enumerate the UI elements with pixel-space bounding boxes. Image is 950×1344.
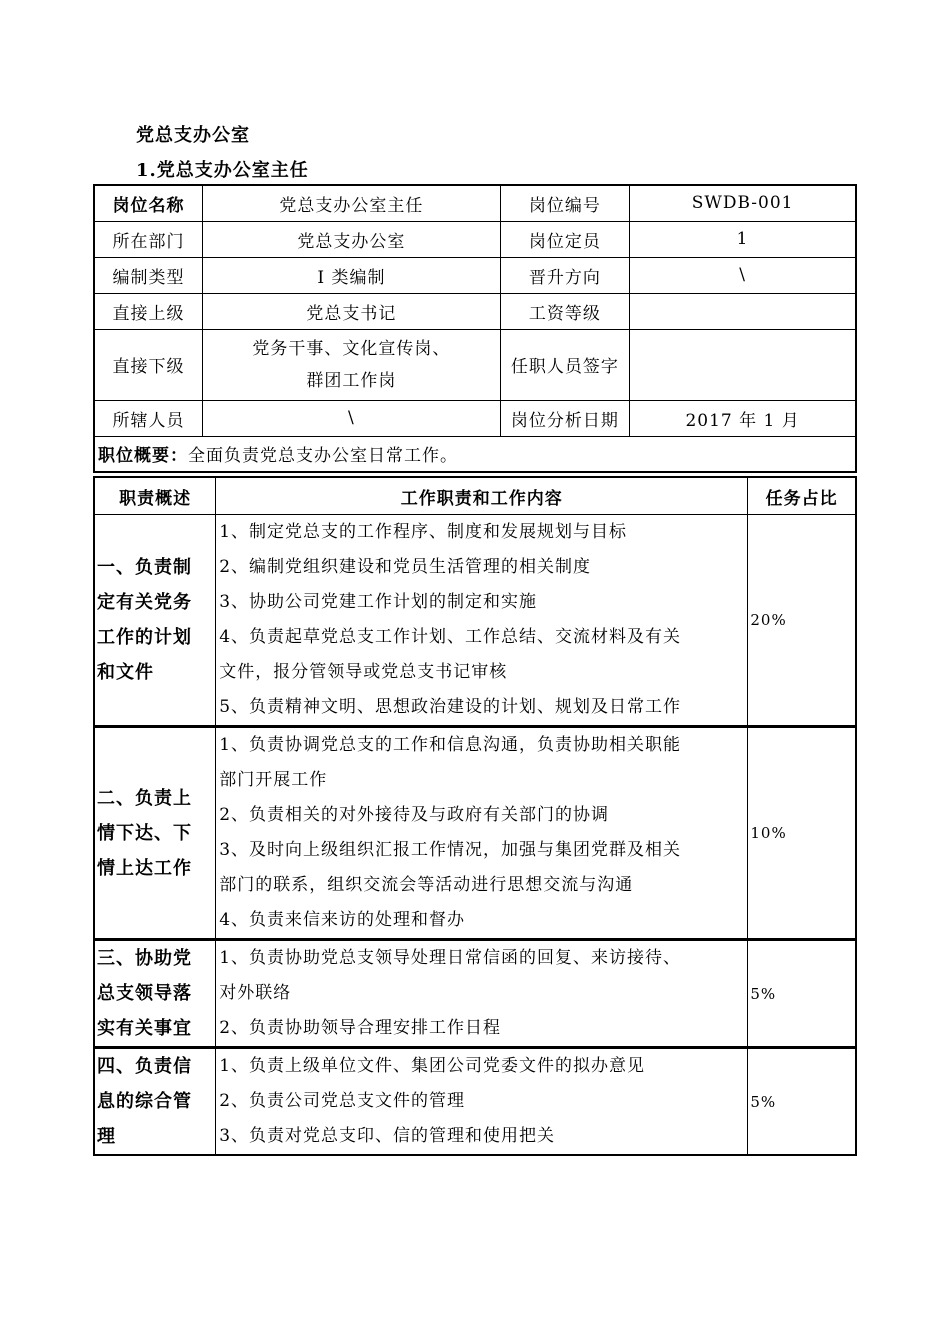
info-label: 岗位定员	[500, 221, 630, 257]
info-row	[94, 257, 856, 293]
duties-table	[93, 476, 857, 1156]
info-value-line: 党务干事、文化宣传岗、	[252, 338, 451, 359]
duty-percent: 5%	[748, 1048, 856, 1156]
info-label: 岗位分析日期	[500, 400, 630, 436]
header-percent: 任务占比	[748, 477, 856, 515]
info-value: 党总支书记	[203, 293, 501, 329]
header-content: 工作职责和工作内容	[216, 477, 748, 515]
category-line: 四、负责信	[97, 1056, 192, 1077]
duty-item: 部门开展工作	[219, 770, 328, 790]
info-value-line: 群团工作岗	[306, 370, 397, 391]
info-value	[630, 293, 856, 329]
info-value: 1	[630, 221, 856, 257]
category-line: 和文件	[97, 662, 154, 683]
info-label: 直接下级	[94, 329, 203, 400]
duty-category	[94, 515, 216, 727]
duty-item: 3、及时向上级组织汇报工作情况，加强与集团党群及相关	[219, 840, 682, 860]
info-value: \	[630, 257, 856, 293]
category-line: 三、协助党	[97, 948, 192, 969]
duty-item: 1、负责上级单位文件、集团公司党委文件的拟办意见	[219, 1056, 646, 1076]
duty-item: 3、负责对党总支印、信的管理和使用把关	[219, 1126, 556, 1146]
info-label: 所辖人员	[94, 400, 203, 436]
duty-item: 2、负责协助领导合理安排工作日程	[219, 1018, 502, 1038]
duty-percent: 5%	[748, 940, 856, 1048]
duty-items	[216, 1048, 748, 1156]
info-row	[94, 329, 856, 400]
duty-section	[94, 940, 856, 1048]
duty-item: 2、编制党组织建设和党员生活管理的相关制度	[219, 557, 592, 577]
duty-section	[94, 1048, 856, 1156]
info-label: 直接上级	[94, 293, 203, 329]
signature-field	[630, 329, 856, 400]
category-line: 总支领导落	[97, 983, 192, 1004]
info-label: 所在部门	[94, 221, 203, 257]
info-label: 岗位编号	[500, 185, 630, 221]
duty-item: 4、负责起草党总支工作计划、工作总结、交流材料及有关	[219, 627, 682, 647]
info-label: 岗位名称	[94, 185, 203, 221]
duty-item: 5、负责精神文明、思想政治建设的计划、规划及日常工作	[219, 697, 682, 717]
info-value: SWDB-001	[630, 185, 856, 221]
duty-items	[216, 727, 748, 940]
info-value	[203, 329, 501, 400]
category-line: 实有关事宜	[97, 1018, 192, 1039]
info-label: 任职人员签字	[500, 329, 630, 400]
category-line: 情上达工作	[97, 857, 192, 879]
duty-item: 2、负责公司党总支文件的管理	[219, 1091, 466, 1111]
duty-item: 文件，报分管领导或党总支书记审核	[219, 662, 508, 682]
duty-item: 部门的联系，组织交流会等活动进行思想交流与沟通	[219, 875, 634, 895]
duty-item: 1、负责协助党总支领导处理日常信函的回复、来访接待、	[219, 948, 682, 968]
position-info-table	[93, 184, 857, 473]
info-row	[94, 293, 856, 329]
summary-label: 职位概要：	[98, 446, 188, 467]
duty-item: 2、负责相关的对外接待及与政府有关部门的协调	[219, 805, 610, 825]
info-label: 晋升方向	[500, 257, 630, 293]
summary-text: 全面负责党总支办公室日常工作。	[188, 446, 458, 467]
duty-category	[94, 1048, 216, 1156]
info-label: 编制类型	[94, 257, 203, 293]
duty-items	[216, 940, 748, 1048]
duty-percent: 20%	[748, 515, 856, 727]
duty-category	[94, 727, 216, 940]
duties-header-row	[94, 477, 856, 515]
duty-category	[94, 940, 216, 1048]
category-line: 理	[97, 1126, 116, 1147]
duty-items	[216, 515, 748, 727]
info-row	[94, 400, 856, 436]
duty-item: 3、协助公司党建工作计划的制定和实施	[219, 592, 538, 612]
duty-percent: 10%	[748, 727, 856, 940]
category-line: 情下达、下	[97, 822, 192, 844]
duty-item: 1、负责协调党总支的工作和信息沟通，负责协助相关职能	[219, 735, 682, 755]
category-line: 工作的计划	[97, 627, 192, 648]
duty-section	[94, 515, 856, 727]
duty-section	[94, 727, 856, 940]
info-value: \	[203, 400, 501, 436]
category-line: 息的综合管	[97, 1091, 192, 1112]
position-title: 1.党总支办公室主任	[136, 160, 309, 181]
duty-item: 1、制定党总支的工作程序、制度和发展规划与目标	[219, 522, 628, 542]
category-line: 二、负责上	[97, 787, 192, 809]
header-overview: 职责概述	[94, 477, 216, 515]
info-row	[94, 185, 856, 221]
info-value: 党总支办公室	[203, 221, 501, 257]
duty-item: 4、负责来信来访的处理和督办	[219, 910, 466, 930]
section-title: 党总支办公室	[136, 125, 250, 146]
summary-row	[94, 436, 856, 472]
info-value: 2017 年 1 月	[630, 400, 856, 436]
info-label: 工资等级	[500, 293, 630, 329]
category-line: 一、负责制	[97, 557, 192, 578]
duty-item: 对外联络	[219, 983, 292, 1003]
info-row	[94, 221, 856, 257]
info-value: Ⅰ 类编制	[203, 257, 501, 293]
position-summary	[94, 436, 856, 472]
info-value: 党总支办公室主任	[203, 185, 501, 221]
category-line: 定有关党务	[97, 592, 192, 613]
